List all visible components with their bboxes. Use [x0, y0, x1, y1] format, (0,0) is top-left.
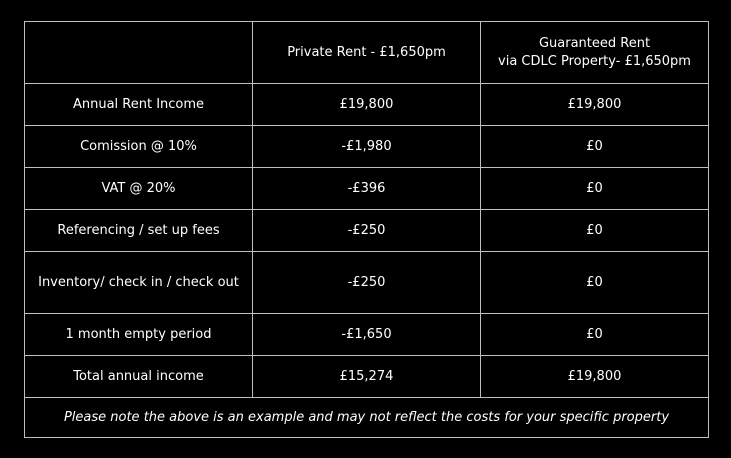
private-value: -£396: [253, 168, 481, 210]
total-private-value: £15,274: [253, 356, 481, 398]
guaranteed-value: £0: [481, 314, 709, 356]
guaranteed-value: £0: [481, 126, 709, 168]
header-cell-empty: [25, 22, 253, 84]
row-label: Comission @ 10%: [25, 126, 253, 168]
note-row: [25, 398, 709, 438]
table-row: [25, 210, 709, 252]
private-value: -£250: [253, 252, 481, 314]
guaranteed-value: £0: [481, 210, 709, 252]
private-value: -£250: [253, 210, 481, 252]
guaranteed-value: £0: [481, 252, 709, 314]
row-label: Referencing / set up fees: [25, 210, 253, 252]
private-value: £19,800: [253, 84, 481, 126]
total-row: [25, 356, 709, 398]
row-label: 1 month empty period: [25, 314, 253, 356]
table-row: [25, 126, 709, 168]
header-row: [25, 22, 709, 84]
total-label: Total annual income: [25, 356, 253, 398]
header-private-rent: Private Rent - £1,650pm: [253, 22, 481, 84]
total-guaranteed-value: £19,800: [481, 356, 709, 398]
rent-comparison-table: [24, 21, 709, 438]
private-value: -£1,650: [253, 314, 481, 356]
table-row: [25, 252, 709, 314]
table-row: [25, 84, 709, 126]
header-guaranteed-rent: Guaranteed Rent via CDLC Property- £1,650pm: [481, 22, 709, 84]
row-label: Inventory/ check in / check out: [25, 252, 253, 314]
disclaimer-note: Please note the above is an example and may not reflect the costs for your specific property: [25, 398, 709, 438]
private-value: -£1,980: [253, 126, 481, 168]
row-label: Annual Rent Income: [25, 84, 253, 126]
table-row: [25, 314, 709, 356]
row-label: VAT @ 20%: [25, 168, 253, 210]
table-row: [25, 168, 709, 210]
guaranteed-value: £19,800: [481, 84, 709, 126]
guaranteed-value: £0: [481, 168, 709, 210]
